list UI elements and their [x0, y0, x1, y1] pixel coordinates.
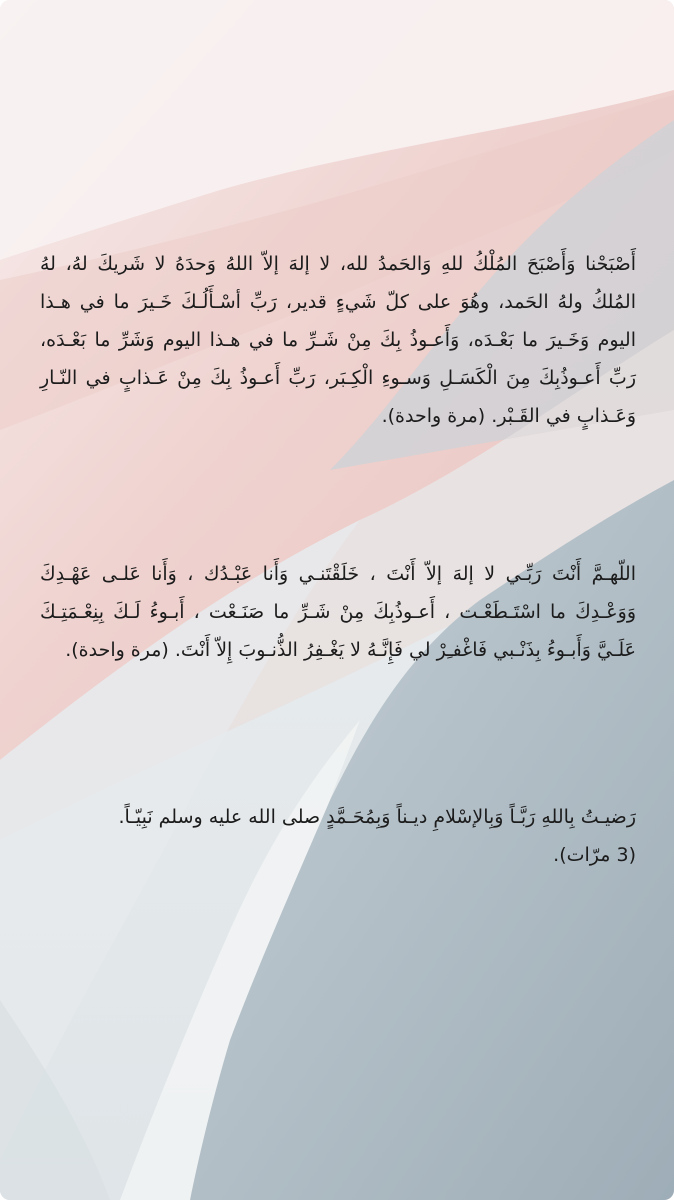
dhikr-2-repeat-note: (مرة واحدة).: [65, 639, 169, 661]
dhikr-1-repeat-note: (مرة واحدة).: [381, 405, 486, 427]
dhikr-3-text: رَضيـتُ بِاللهِ رَبَّـاً وَبِالإسْلامِ ديـناً وَبِمُحَـمَّدٍ صلى الله عليه وسلم نَبِيّـاً.: [118, 806, 636, 828]
dhikr-3: [40, 798, 636, 874]
dhikr-2-text: اللّهـمَّ أَنْتَ رَبِّـي لا إلهَ إلاّ أَنْتَ ، خَلَقْتَنـي وَأَنا عَبْـدُك ، وَأَنا عَلـى عَهْـدِكَ وَوَعْـدِكَ ما اسْتَـطَعْـت ، أَعـوذُبِكَ مِنْ شَـرِّ ما صَنَـعْت ، أَبـوءُ لَـكَ بِنِعْـمَتِـكَ عَلَـيَّ وَأَبـوءُ بِذَنْـبي فَاغْفـِرْ لي فَإِنَّـهُ لا يَغْـفِرُ الذُّنـوبَ إِلاّ أَنْتَ.: [40, 563, 636, 661]
dhikr-1: [40, 245, 636, 435]
dhikr-2: [40, 555, 636, 669]
dhikr-1-text: أَصْبَحْنا وَأَصْبَحَ المُلْكُ للهِ وَالحَمدُ لله، لا إلهَ إلاّ اللهُ وَحدَهُ لا شَريكَ لهُ، لهُ المُلكُ ولهُ الحَمد، وهُوَ على كلّ شَيءٍ قدير، رَبِّ أسْـأَلُـكَ خَـيرَ ما في هـذا اليوم وَخَـيرَ ما بَعْـدَه، وَأَعـوذُ بِكَ مِنْ شَـرِّ ما في هـذا اليوم وَشَرِّ ما بَعْـدَه، رَبِّ أَعـوذُبِكَ مِنَ الْكَسَـلِ وَسـوءِ الْكِـبَر، رَبِّ أَعـوذُ بِكَ مِنْ عَـذابٍ في النّـارِ وَعَـذابٍ في القَـبْر.: [40, 253, 636, 427]
dhikr-3-repeat-note: (3 مرّات).: [553, 844, 636, 866]
